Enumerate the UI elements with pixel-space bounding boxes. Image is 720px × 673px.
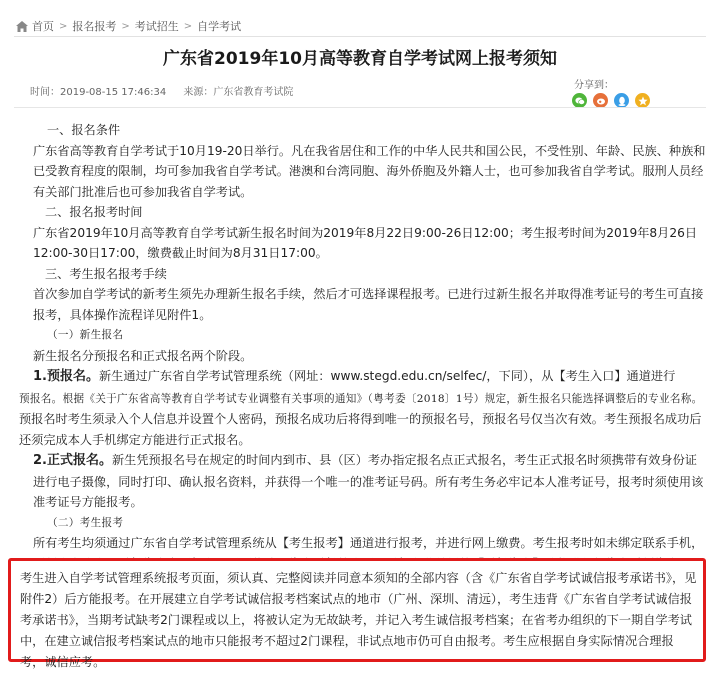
step-formal-registration: 2.正式报名。新生凭预报名号在规定的时间内到市、县（区）考办指定报名点正式报名，考生正式报名时须携带有效身份证进行电子摄像，同时打印、确认报名资料，并获得一个唯一的准考证号码。所有考生务必牢记本人准考证号，报考时须使用该准考证号方能报考。: [33, 453, 704, 509]
section-heading: 一、报名条件: [47, 123, 121, 137]
share-label: 分享到：: [574, 80, 614, 91]
paragraph: 首次参加自学考试的新考生须先办理新生报名手续，然后才可选择课程报考。已进行过新生报名并取得准考证号的考生可直接报考，具体操作流程详见附件1。: [33, 287, 704, 322]
article-body: [19, 120, 708, 574]
step-pre-registration-note: 预报名。根据《关于广东省高等教育自学考试专业调整有关事项的通知》（粤考委〔2018〕1号）规定，新生报名只能选择调整后的专业名称。预报名时考生须录入个人信息并设置个人密码，预报名成功后将得到唯一的预报名号，预报名号仅当次有效。考生预报名成功后还须完成本人手机绑定方能进行正式报名。: [19, 392, 703, 447]
paragraph: 所有考生均须通过广东省自学考试管理系统从【考生报考】通道进行报考，并进行网上缴费。考生报考时如未绑定联系手机，: [33, 536, 704, 550]
wechat-icon[interactable]: [572, 93, 587, 108]
breadcrumb-home[interactable]: 首页: [32, 20, 54, 33]
chevron-right-icon: >: [183, 20, 193, 32]
subsection-heading: （二）考生报考: [47, 516, 124, 529]
chevron-right-icon: >: [121, 20, 130, 32]
step-pre-registration: 1.预报名。新生通过广东省自学考试管理系统（网址：www.stegd.edu.cn/selfec/，下同），从【考生入口】通道进行: [33, 369, 676, 384]
chevron-right-icon: >: [59, 20, 68, 32]
paragraph: 新生报名分预报名和正式报名两个阶段。: [33, 348, 253, 363]
publish-time: 时间：2019-08-15 17:46:34: [30, 87, 167, 98]
source: 来源：广东省教育考试院: [183, 87, 294, 98]
breadcrumb-exam-admission[interactable]: 考试招生: [134, 20, 179, 33]
paragraph: 广东省高等教育自学考试于10月19-20日举行。凡在我省居住和工作的中华人民共和国公民，不受性别、年龄、民族、种族和已受教育程度的限制，均可参加我省自学考试。港澳和台湾同胞、海外侨胞及外籍人士，也可参加我省自学考试。服刑人员经有关部门批准后也可参加我省自学考试。: [33, 143, 706, 199]
divider: [14, 36, 706, 37]
subsection-heading: （一）新生报名: [47, 329, 124, 341]
page-title: 广东省2019年10月高等教育自学考试网上报考须知: [163, 49, 557, 69]
highlighted-notice: 考生进入自学考试管理系统报考页面，须认真、完整阅读并同意本须知的全部内容（含《广东省自学考试诚信报考承诺书》，见附件2）后方能报考。在开展建立自学考试诚信报考档案试点的地市（广州、深圳、清远），考生违背《广东省自学考试诚信报考承诺书》，当期考试缺考2门课程或以上，将被认定为无故缺考，并记入考生诚信报考档案；在省考办组织的下一期自学考试中，在建立诚信报考档案试点的地市只能报考不超过2门课程，非试点地市仍可自由报考。考生应根据自身实际情况合理报考，诚信应考。: [8, 558, 706, 662]
article-meta: [30, 83, 293, 98]
breadcrumb-registration[interactable]: 报名报考: [72, 20, 117, 33]
section-heading: 三、考生报名报考手续: [45, 266, 167, 281]
breadcrumb: [16, 18, 241, 34]
breadcrumb-self-study-exam[interactable]: 自学考试: [197, 20, 242, 33]
qq-icon[interactable]: [614, 93, 629, 108]
divider: [14, 107, 706, 108]
section-heading: 二、报名报考时间: [45, 205, 143, 219]
home-icon: [16, 21, 28, 32]
weibo-icon[interactable]: [593, 93, 608, 108]
share-bar: [572, 76, 656, 108]
paragraph: 广东省2019年10月高等教育自学考试新生报名时间为2019年8月22日9:00-26日12:00；考生报考时间为2019年8月26日12:00-30日17:00，缴费截止时间为8月31日17:00。: [33, 225, 698, 260]
qzone-icon[interactable]: [635, 93, 650, 108]
